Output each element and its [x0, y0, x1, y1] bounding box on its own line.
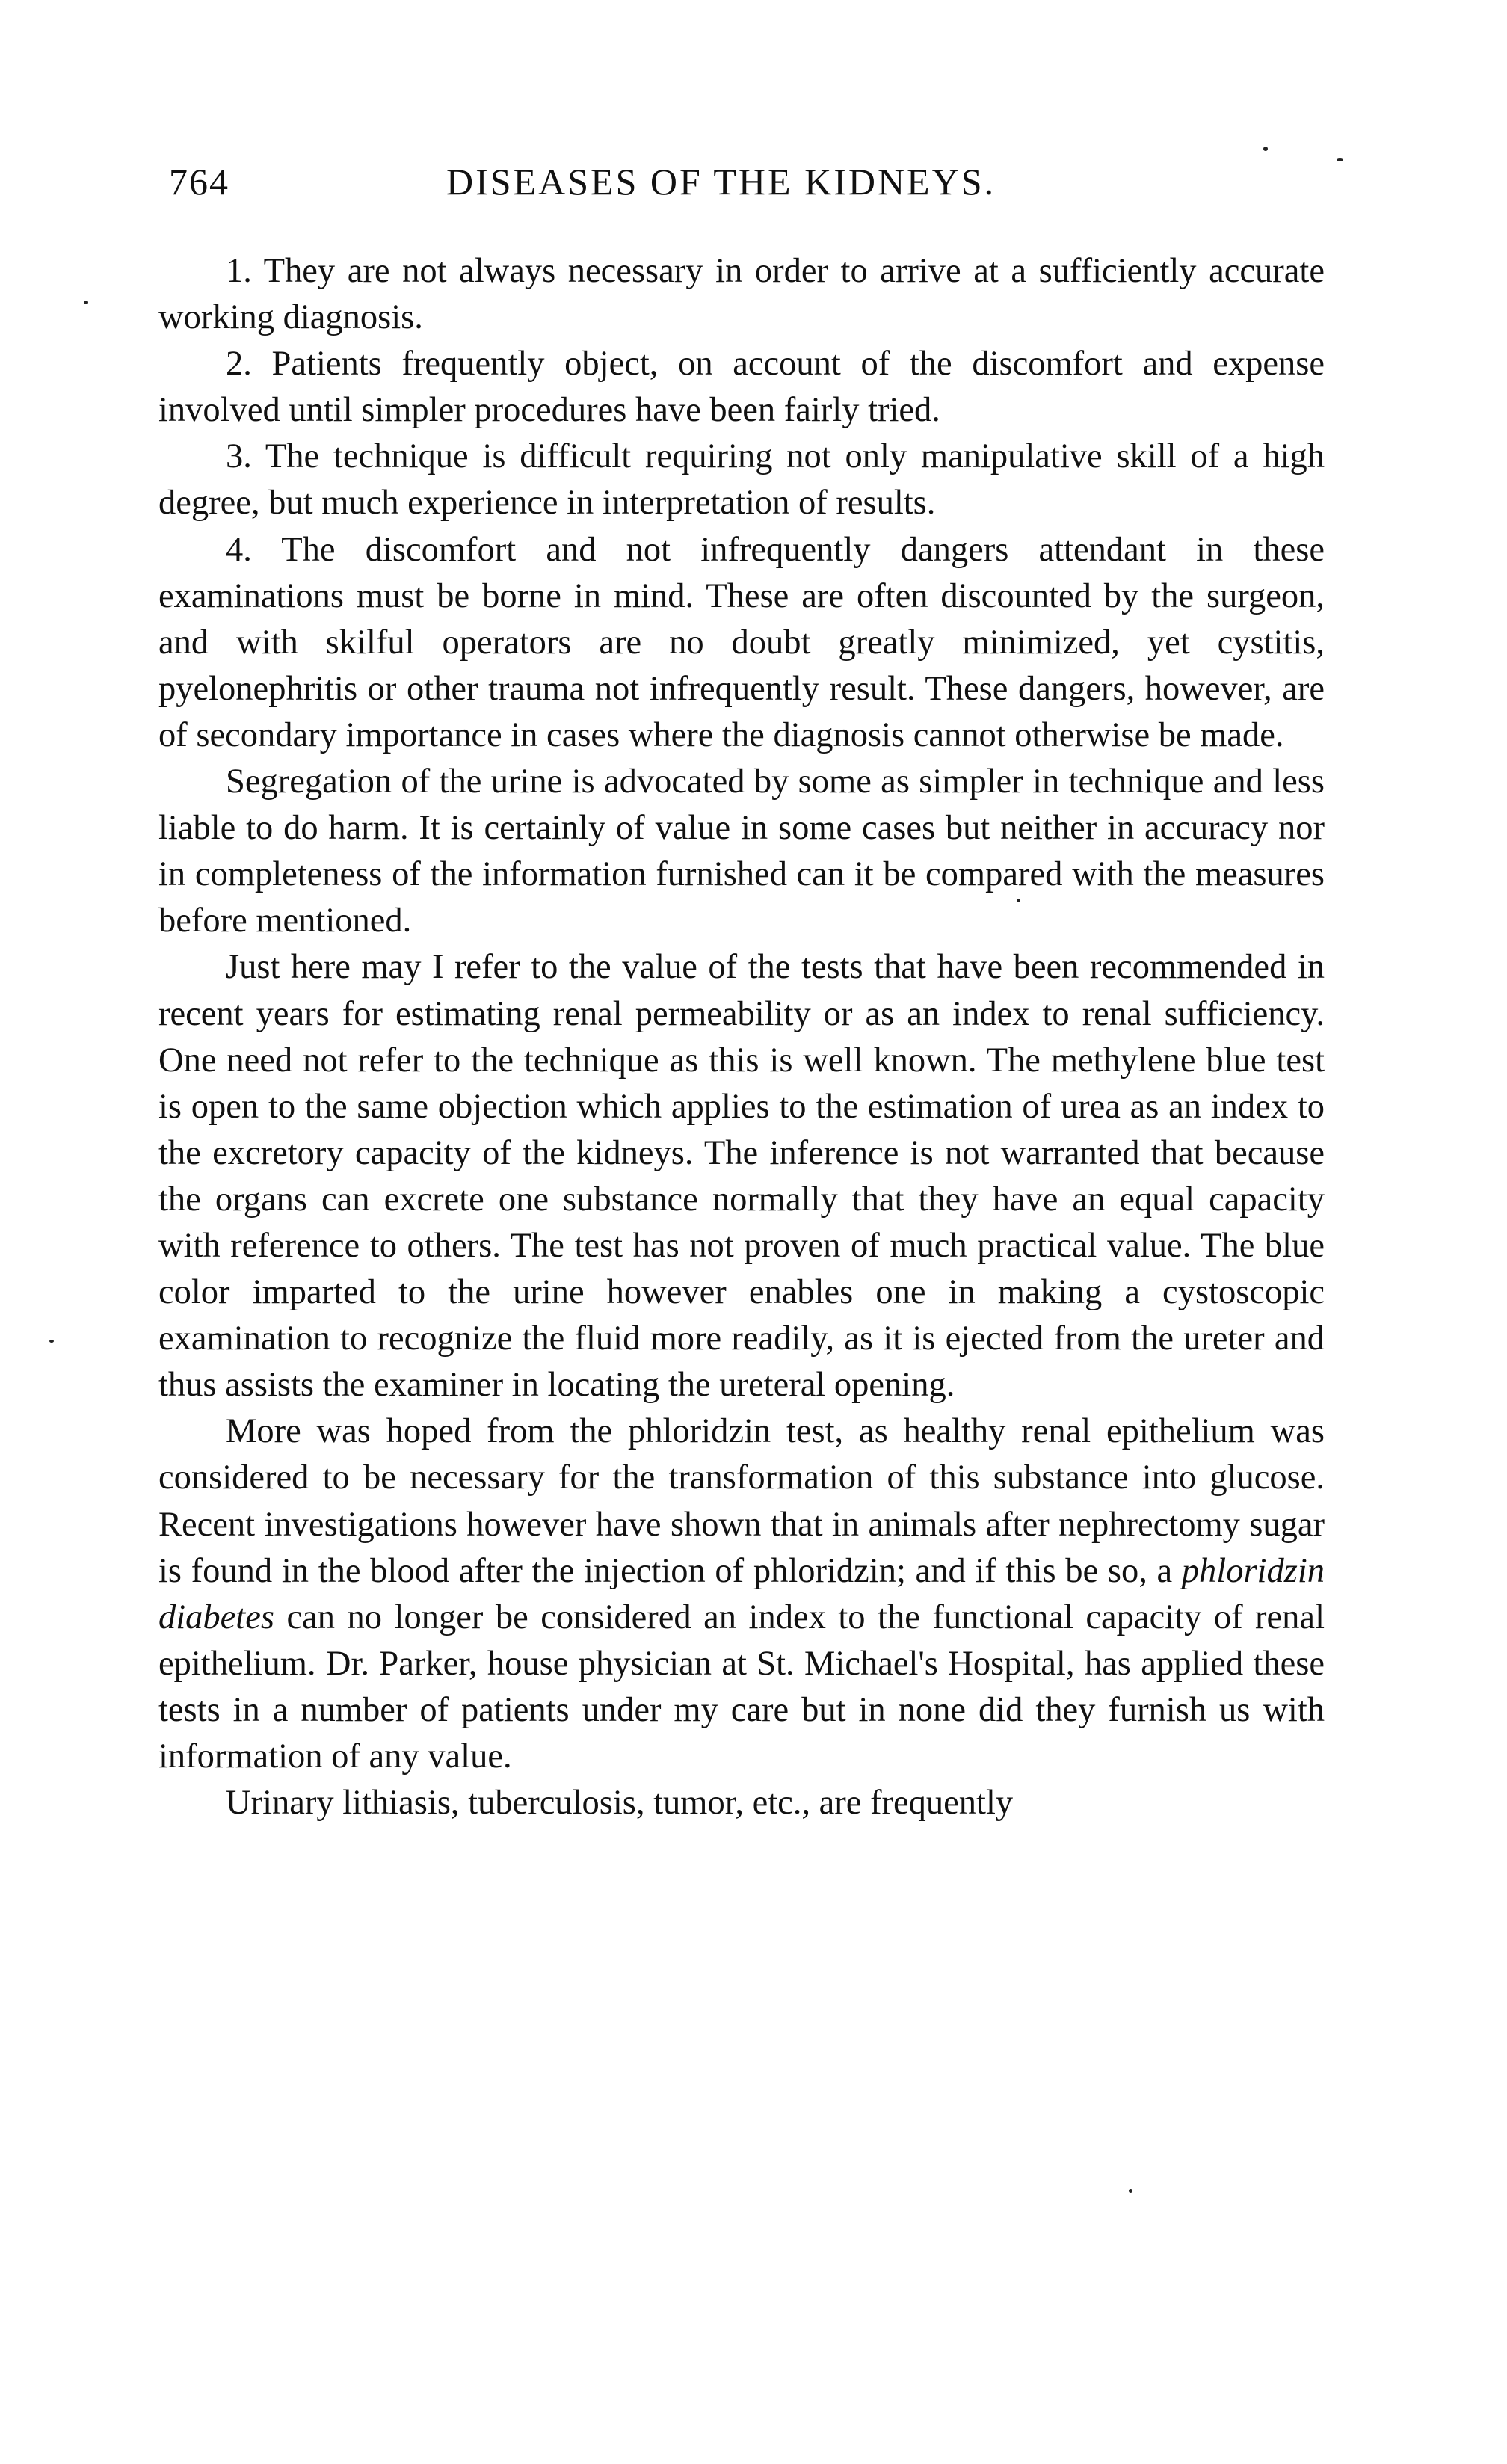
italic-term: phloridzin diabetes [158, 1551, 1325, 1636]
scan-speck [1263, 147, 1268, 151]
paragraph-permeability-tests: Just here may I refer to the value of the tests that have been recommended in recent years for estimating renal permeability or as an index to renal sufficiency. One need not refer to the technique as this is well known. The methylene blue test is open to the same objection which applies to the estimation of urea as an index to the excretory capacity of the kidneys. The inference is not warranted that because the organs can excrete one substance normally that they have an equal capacity with reference to others. The test has not proven of much practical value. The blue color imparted to the urine however enables one in making a cystoscopic examination to recognize the fluid more readily, as it is ejected from the ureter and thus assists the examiner in locating the ureteral opening. [158, 948, 1325, 1405]
paragraph-text-after-italic: can no longer be considered an index to the functional capacity of renal epithelium. Dr. Parker, house physician at St. Michael's Hospital, has applied these tests in a number of patients under my care but in none did they furnish us with information of any value. [158, 1598, 1325, 1775]
paragraph-item-3: 3. The technique is difficult requiring not only manipulative skill of a high degree, but much experience in interpretation of results. [158, 437, 1325, 523]
scan-speck [1337, 158, 1343, 161]
scan-speck [1129, 2189, 1132, 2193]
page-number: 764 [169, 161, 229, 203]
body-text [158, 248, 1325, 1826]
paragraph-item-2: 2. Patients frequently object, on account of the discomfort and expense involved until simpler procedures have been fairly tried. [158, 345, 1325, 430]
page-header [158, 160, 1325, 212]
paragraph-item-4: 4. The discomfort and not infrequently dangers attendant in these examinations must be borne in mind. These are often discounted by the surgeon, and with skilful operators are no doubt greatly minimized, yet cystitis, pyelonephritis or other trauma not infrequently result. These dangers, however, are of secondary importance in cases where the diagnosis cannot otherwise be made. [158, 530, 1325, 754]
paragraph-segregation: Segregation of the urine is advocated by some as simpler in technique and less liable to do harm. It is certainly of value in some cases but neither in accuracy nor in completeness of the information furnished can it be compared with the measures before mentioned. [158, 763, 1325, 940]
paragraph-phloridzin-test [158, 1408, 1325, 1780]
scan-speck [49, 1340, 54, 1343]
scan-speck [1017, 899, 1020, 902]
scan-speck [84, 301, 88, 304]
paragraph-text-before-italic: More was hoped from the phloridzin test, as healthy renal epithelium was considered to be necessary for the transformation of this substance into glucose. Recent investigations however have shown that in animals after nephrectomy sugar is found in the blood after the injection of phloridzin; and if this be so, a [158, 1412, 1325, 1590]
paragraph-urinary-lithiasis: Urinary lithiasis, tuberculosis, tumor, etc., are frequently [226, 1784, 1014, 1823]
running-title: DISEASES OF THE KIDNEYS. [446, 161, 996, 203]
paragraph-item-1: 1. They are not always necessary in order to arrive at a sufficiently accurate working diagnosis. [158, 252, 1325, 337]
